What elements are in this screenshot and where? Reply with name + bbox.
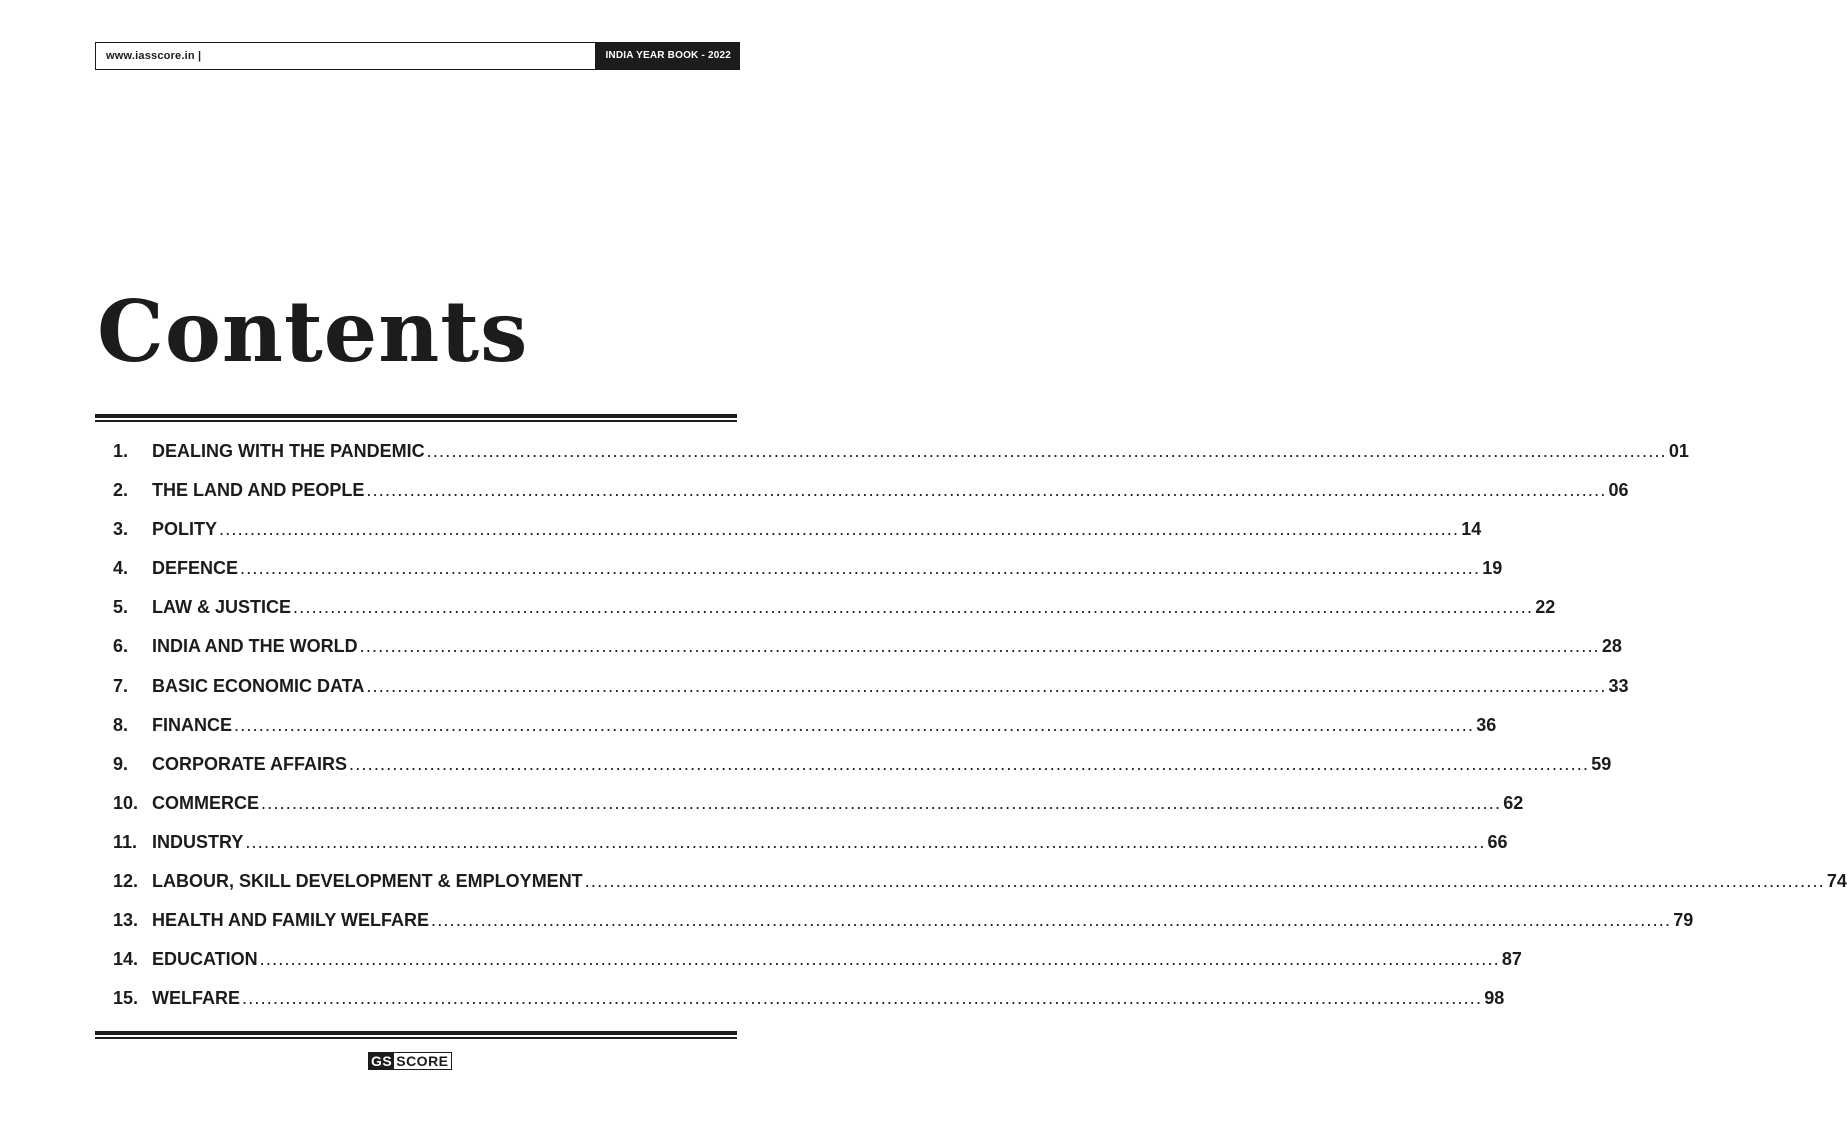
toc-entry-page: 62 (1503, 792, 1524, 813)
toc-dot-leader: ........................................................................................................................................................................................................ (242, 988, 1483, 1009)
logo-score: SCORE (396, 1053, 449, 1069)
toc-dot-leader: ........................................................................................................................................................................................................ (234, 714, 1475, 735)
toc-dot-leader: ........................................................................................................................................................................................................ (366, 480, 1607, 501)
toc-entry-page: 06 (1608, 480, 1629, 501)
toc-entry[interactable] (113, 510, 1482, 549)
toc-dot-leader: ........................................................................................................................................................................................................ (261, 792, 1502, 813)
table-of-contents (113, 432, 1847, 1018)
toc-entry[interactable] (113, 588, 1556, 627)
toc-entry-number: 1. (113, 441, 129, 461)
toc-entry-page: 33 (1608, 675, 1629, 696)
toc-dot-leader: ........................................................................................................................................................................................................ (219, 519, 1460, 540)
toc-entry[interactable] (113, 745, 1612, 784)
toc-entry-title: EDUCATION (152, 949, 258, 970)
toc-entry-number: 14. (113, 949, 139, 970)
toc-entry-page: 28 (1601, 636, 1622, 657)
logo-gs: GS (371, 1053, 393, 1069)
gsscore-logo (368, 1052, 452, 1070)
toc-dot-leader: ........................................................................................................................................................................................................ (245, 831, 1486, 852)
toc-entry-number: 5. (113, 597, 129, 618)
toc-entry-title: LABOUR, SKILL DEVELOPMENT & EMPLOYMENT (152, 871, 583, 892)
toc-entry[interactable] (113, 627, 1622, 666)
toc-entry[interactable] (113, 823, 1508, 862)
toc-entry[interactable] (113, 432, 1689, 471)
toc-entry-title: FINANCE (152, 714, 232, 735)
toc-entry-title: LAW & JUSTICE (152, 597, 292, 618)
toc-entry-page: 98 (1484, 988, 1505, 1009)
toc-entry-title: INDUSTRY (152, 831, 244, 852)
toc-entry-number: 9. (113, 753, 129, 774)
toc-entry-page: 01 (1668, 441, 1689, 461)
book-title-badge: INDIA YEAR BOOK - 2022 (595, 42, 740, 70)
toc-entry-title: CORPORATE AFFAIRS (152, 753, 348, 774)
toc-entry-number: 8. (113, 714, 129, 735)
page-title: Contents (97, 282, 529, 381)
website-url: www.iasscore.in | (106, 50, 202, 62)
toc-entry-title: DEFENCE (152, 558, 239, 579)
toc-entry[interactable] (113, 940, 1522, 979)
toc-entry-title: BASIC ECONOMIC DATA (152, 675, 365, 696)
toc-entry-title: WELFARE (152, 988, 240, 1009)
toc-entry-page: 14 (1461, 519, 1482, 540)
toc-entry-title: INDIA AND THE WORLD (152, 636, 358, 657)
toc-entry[interactable] (113, 979, 1505, 1018)
page-header (95, 42, 740, 70)
toc-entry-number: 2. (113, 480, 129, 501)
toc-entry-page: 66 (1487, 831, 1508, 852)
toc-entry[interactable] (113, 471, 1629, 510)
toc-entry-title: HEALTH AND FAMILY WELFARE (152, 910, 430, 931)
toc-entry-page: 19 (1482, 558, 1503, 579)
toc-dot-leader: ........................................................................................................................................................................................................ (240, 558, 1481, 579)
toc-entry-number: 4. (113, 558, 129, 579)
toc-dot-leader: ........................................................................................................................................................................................................ (349, 753, 1590, 774)
bottom-divider (95, 1031, 737, 1039)
toc-entry-title: COMMERCE (152, 792, 259, 813)
toc-entry-page: 87 (1501, 949, 1522, 970)
toc-dot-leader: ........................................................................................................................................................................................................ (359, 636, 1600, 657)
toc-entry-number: 7. (113, 675, 129, 696)
toc-dot-leader: ........................................................................................................................................................................................................ (366, 675, 1607, 696)
toc-dot-leader: ........................................................................................................................................................................................................ (584, 871, 1825, 892)
toc-entry[interactable] (113, 667, 1629, 706)
toc-entry[interactable] (113, 862, 1847, 901)
toc-entry-number: 6. (113, 636, 129, 657)
toc-entry-number: 15. (113, 988, 139, 1009)
toc-entry[interactable] (113, 901, 1694, 940)
toc-entry-number: 11. (113, 831, 138, 852)
toc-entry-page: 36 (1476, 714, 1497, 735)
toc-entry-page: 59 (1591, 753, 1612, 774)
top-divider (95, 414, 737, 422)
toc-entry-title: DEALING WITH THE PANDEMIC (152, 441, 425, 461)
toc-entry-page: 22 (1535, 597, 1556, 618)
toc-entry-number: 13. (113, 910, 139, 931)
toc-dot-leader: ........................................................................................................................................................................................................ (259, 949, 1500, 970)
toc-dot-leader: ........................................................................................................................................................................................................ (293, 597, 1534, 618)
toc-entry-title: THE LAND AND PEOPLE (152, 480, 365, 501)
toc-entry-number: 10. (113, 792, 139, 813)
toc-entry-title: POLITY (152, 519, 218, 540)
toc-entry-page: 79 (1673, 910, 1694, 931)
toc-dot-leader: ........................................................................................................................................................................................................ (426, 441, 1667, 461)
toc-entry[interactable] (113, 549, 1503, 588)
toc-dot-leader: ........................................................................................................................................................................................................ (431, 910, 1672, 931)
toc-entry-number: 3. (113, 519, 129, 540)
toc-entry-number: 12. (113, 871, 139, 892)
toc-entry[interactable] (113, 706, 1497, 745)
toc-entry[interactable] (113, 784, 1524, 823)
toc-entry-page: 74 (1826, 871, 1847, 892)
